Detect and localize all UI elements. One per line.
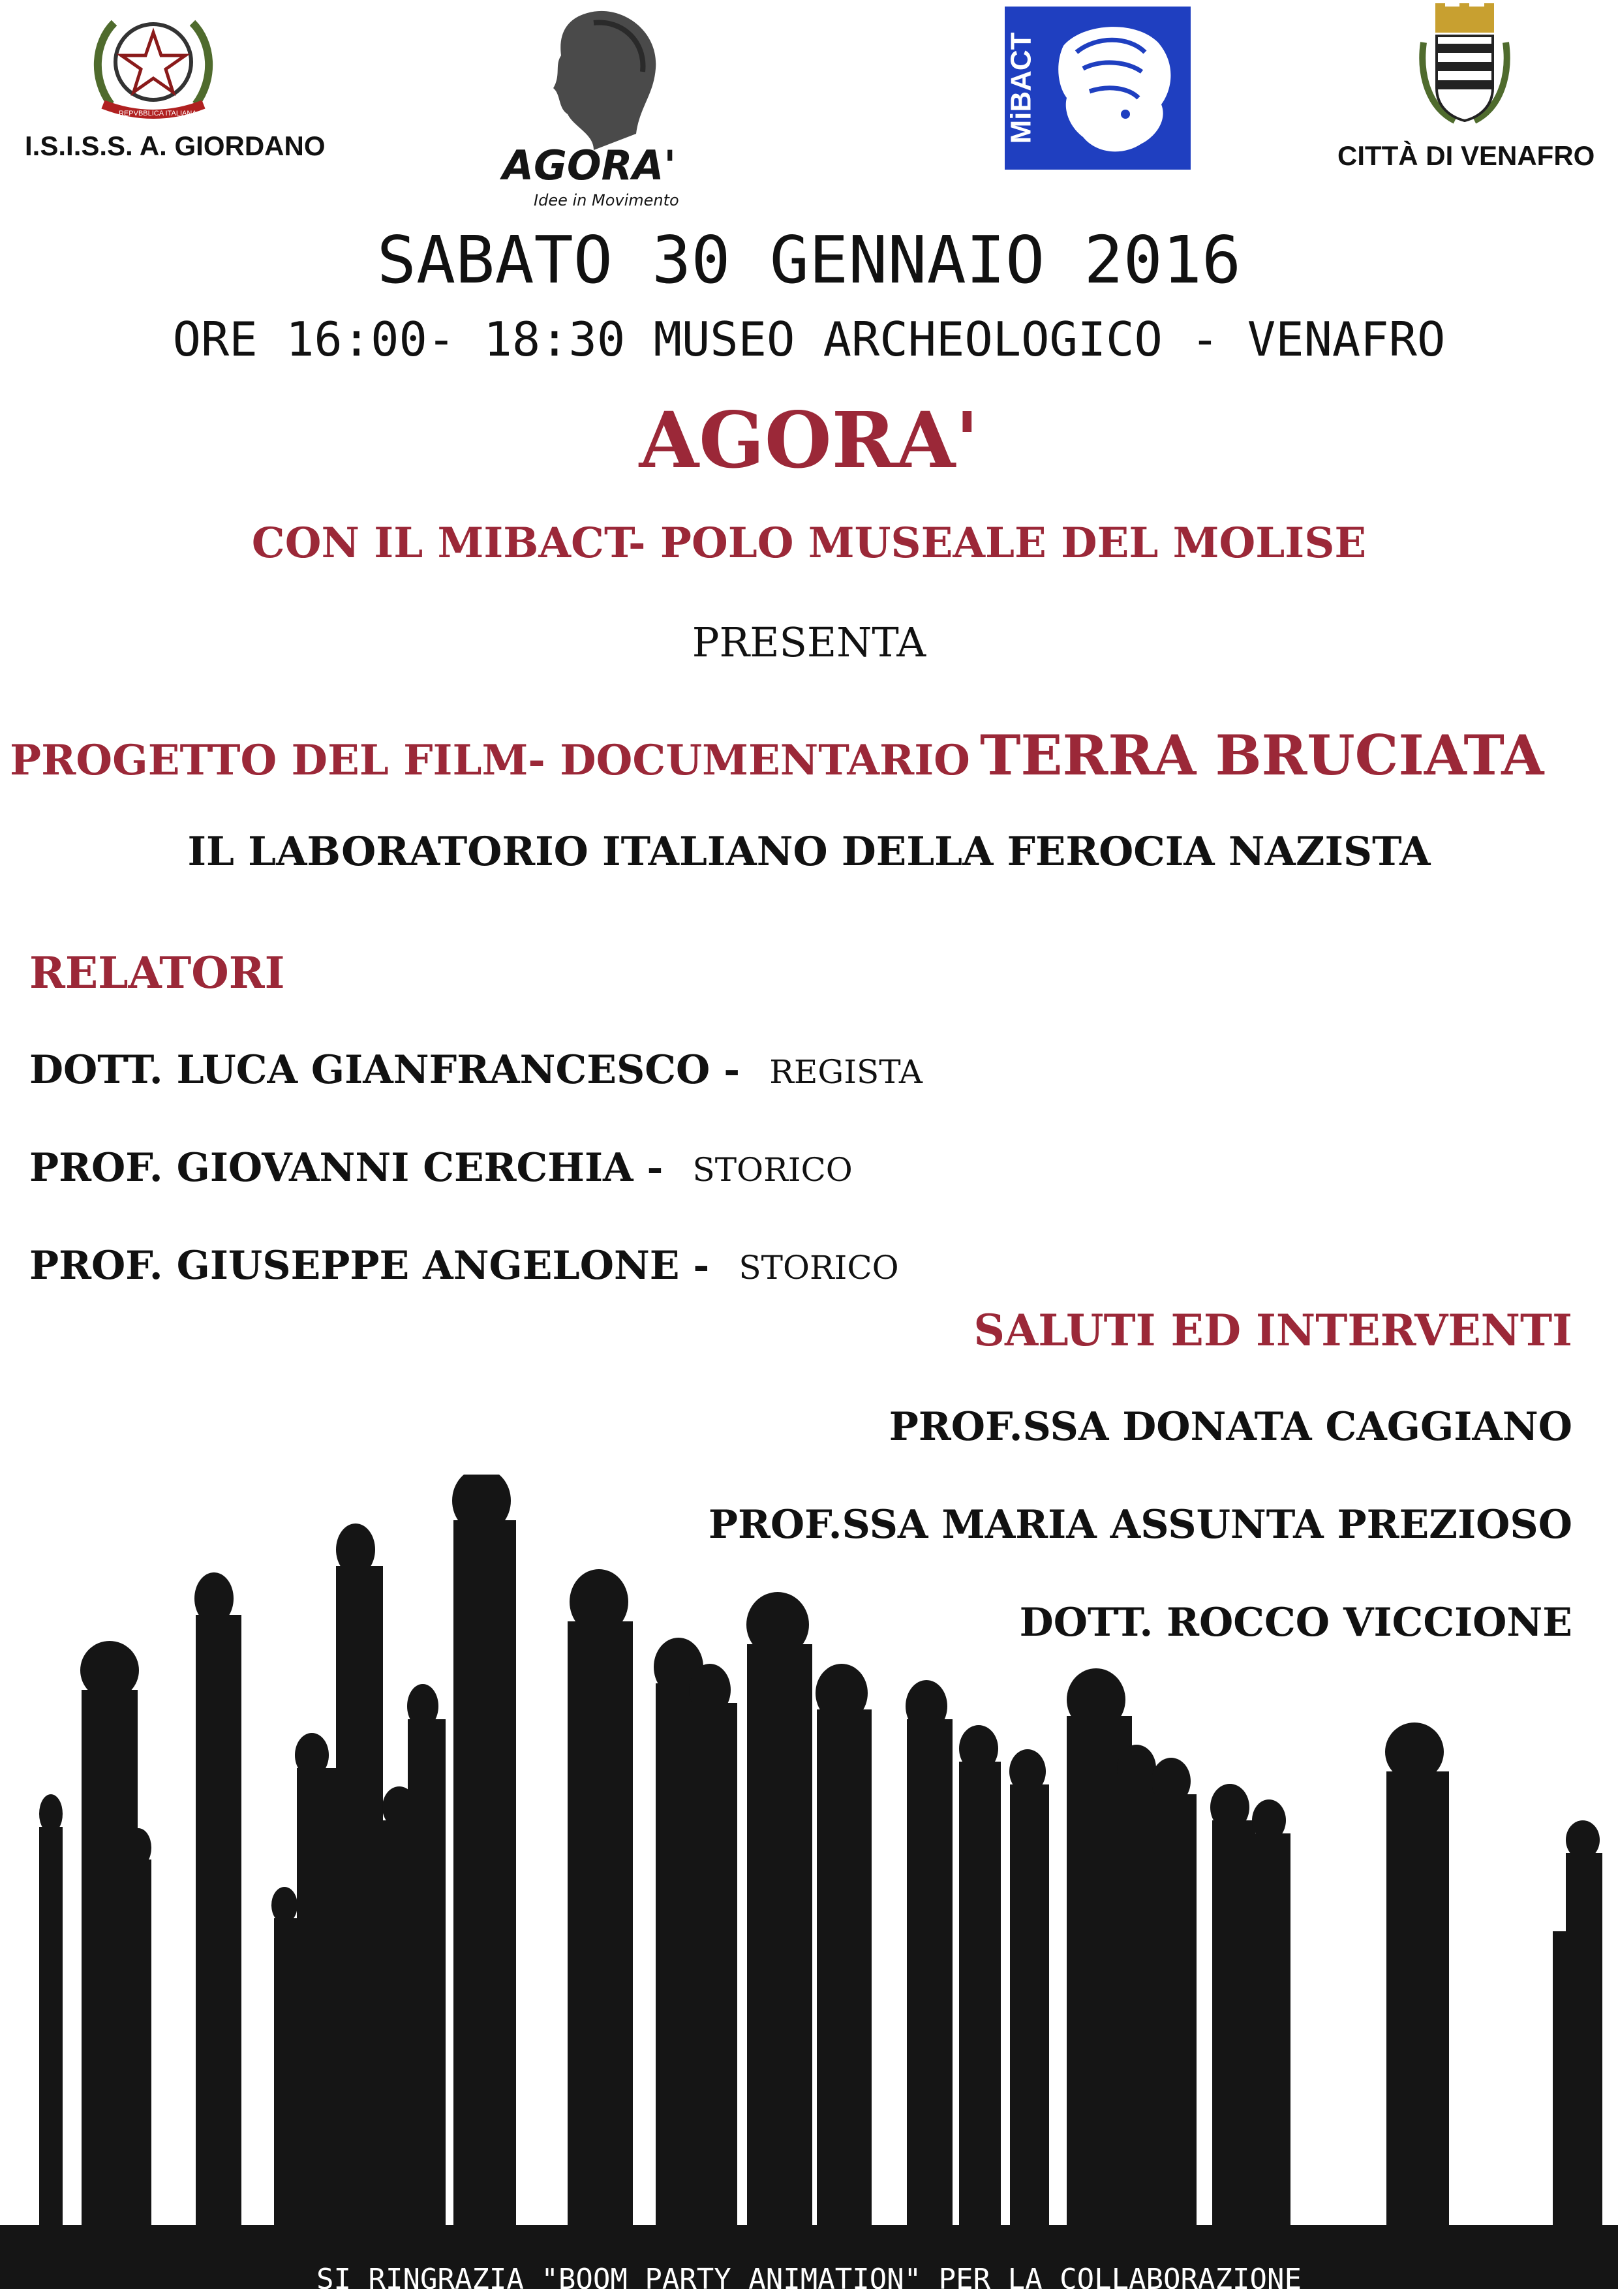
speaker-role: REGISTA bbox=[769, 1053, 923, 1091]
mibact-logo bbox=[1005, 7, 1191, 170]
agora-logo-tagline: Idee in Movimento bbox=[534, 191, 679, 209]
partner-line: CON IL MIBACT- POLO MUSEALE DEL MOLISE bbox=[251, 519, 1367, 568]
speaker-row bbox=[29, 1145, 853, 1191]
project-prefix: PROGETTO DEL FILM- DOCUMENTARIO bbox=[10, 736, 970, 785]
speaker-row bbox=[29, 1243, 899, 1289]
speaker-row bbox=[29, 1047, 923, 1093]
agora-head-icon bbox=[496, 3, 692, 153]
school-label: I.S.I.S.S. A. GIORDANO bbox=[25, 130, 326, 161]
presents-label: PRESENTA bbox=[692, 619, 926, 666]
sculptures-silhouette bbox=[0, 1475, 1618, 2289]
agora-logo bbox=[496, 3, 692, 219]
city-crest-icon bbox=[1416, 3, 1514, 127]
emblem-ribbon-text: REPVBBLICA ITALIANA bbox=[119, 110, 197, 117]
greeting-item: PROF.SSA DONATA CAGGIANO bbox=[889, 1404, 1572, 1450]
speakers-heading: RELATORI bbox=[29, 947, 285, 998]
speaker-role: STORICO bbox=[739, 1249, 899, 1287]
greetings-heading: SALUTI ED INTERVENTI bbox=[973, 1305, 1572, 1356]
greeting-item: DOTT. ROCCO VICCIONE bbox=[1019, 1600, 1572, 1645]
project-title: TERRA BRUCIATA bbox=[980, 723, 1544, 788]
project-subtitle: IL LABORATORIO ITALIANO DELLA FEROCIA NAZISTA bbox=[187, 829, 1431, 875]
speaker-name: PROF. GIUSEPPE ANGELONE - bbox=[29, 1243, 710, 1289]
agora-logo-word: AGORA' bbox=[502, 142, 677, 189]
greeting-item: PROF.SSA MARIA ASSUNTA PREZIOSO bbox=[708, 1502, 1572, 1548]
speaker-name: PROF. GIOVANNI CERCHIA - bbox=[29, 1145, 664, 1191]
event-date: SABATO 30 GENNAIO 2016 bbox=[376, 222, 1242, 298]
event-time-place: ORE 16:00- 18:30 MUSEO ARCHEOLOGICO - VENAFRO bbox=[172, 312, 1446, 367]
project-line bbox=[10, 723, 1544, 788]
republic-emblem-logo bbox=[85, 7, 222, 130]
figures-group bbox=[0, 1475, 1618, 2289]
footer-thanks: SI RINGRAZIA "BOOM PARTY ANIMATION" PER LA COLLABORAZIONE bbox=[316, 2263, 1302, 2296]
city-label: CITTÀ DI VENAFRO bbox=[1337, 140, 1595, 171]
speaker-role: STORICO bbox=[692, 1151, 853, 1189]
venafro-city-crest bbox=[1416, 3, 1514, 127]
speaker-name: DOTT. LUCA GIANFRANCESCO - bbox=[29, 1047, 740, 1093]
organizer-title: AGORA' bbox=[639, 395, 979, 485]
mibact-logo-word: MiBACT bbox=[1005, 32, 1037, 144]
